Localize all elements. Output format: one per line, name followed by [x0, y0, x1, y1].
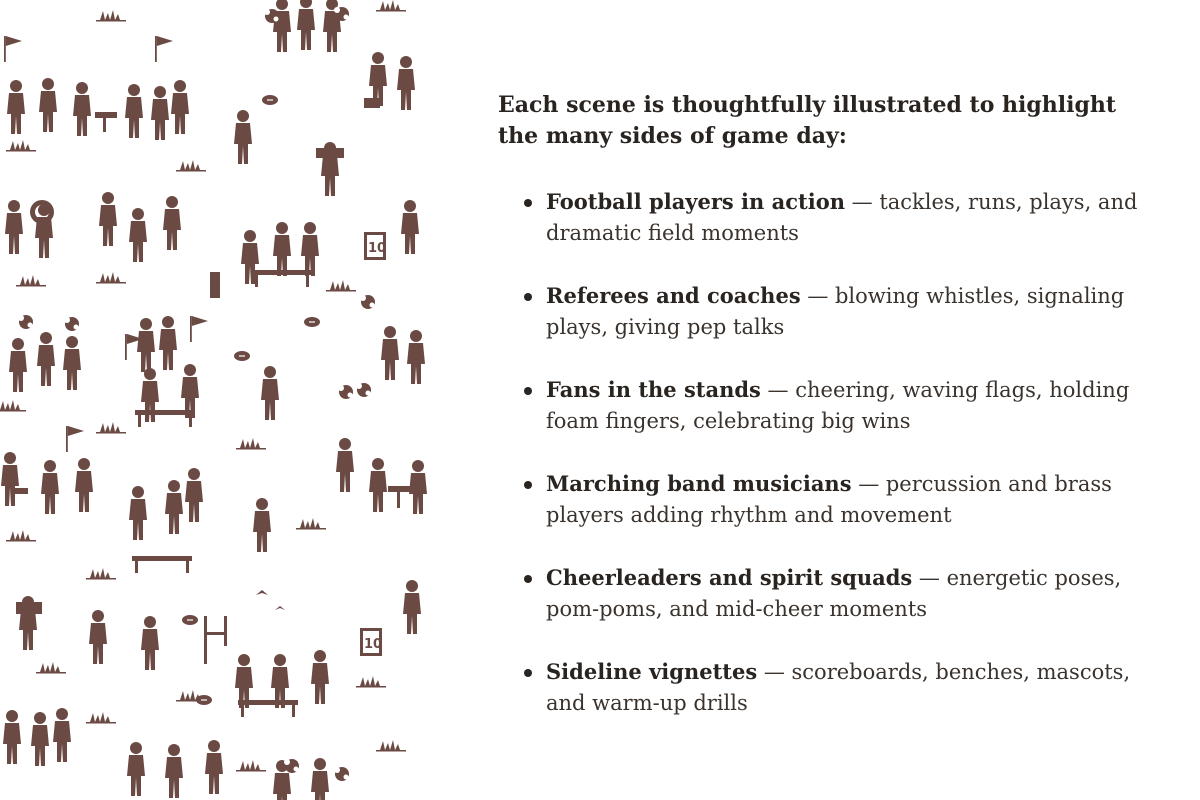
- list-item-term: Referees and coaches: [546, 283, 801, 308]
- list-item-term: Marching band musicians: [546, 471, 852, 496]
- scene-feature-list: [498, 186, 1138, 719]
- list-item-description: — scoreboards, benches, mascots, and warm-up drills: [546, 660, 1131, 715]
- bullet-icon: [524, 199, 532, 207]
- list-item-description: — cheering, waving flags, holding foam fingers, celebrating big wins: [546, 378, 1130, 433]
- list-item-description: — percussion and brass players adding rhythm and movement: [546, 472, 1112, 527]
- list-item-description: — blowing whistles, signaling plays, giving pep talks: [546, 284, 1125, 339]
- bullet-icon: [524, 293, 532, 301]
- list-item: [498, 562, 1138, 625]
- scoreboard-number-1: 10: [368, 241, 387, 256]
- intro-heading: Each scene is thoughtfully illustrated to highlight the many sides of game day:: [498, 92, 1117, 149]
- list-item-term: Cheerleaders and spirit squads: [546, 565, 913, 590]
- list-item-term: Sideline vignettes: [546, 659, 758, 684]
- list-item: [498, 186, 1138, 249]
- toile-pattern-art: [0, 0, 430, 800]
- bullet-icon: [524, 669, 532, 677]
- list-item: [498, 374, 1138, 437]
- list-item-term: Fans in the stands: [546, 377, 761, 402]
- list-item-description: — tackles, runs, plays, and dramatic field moments: [546, 190, 1138, 245]
- list-item: [498, 468, 1138, 531]
- list-item-term: Football players in action: [546, 189, 845, 214]
- list-item-description: — energetic poses, pom-poms, and mid-cheer moments: [546, 566, 1122, 621]
- game-day-toile-illustration: [0, 0, 430, 800]
- game-day-description: [498, 90, 1138, 750]
- list-item: [498, 656, 1138, 719]
- scoreboard-number-2: 10: [364, 637, 383, 652]
- bullet-icon: [524, 387, 532, 395]
- bullet-icon: [524, 481, 532, 489]
- bullet-icon: [524, 575, 532, 583]
- list-item: [498, 280, 1138, 343]
